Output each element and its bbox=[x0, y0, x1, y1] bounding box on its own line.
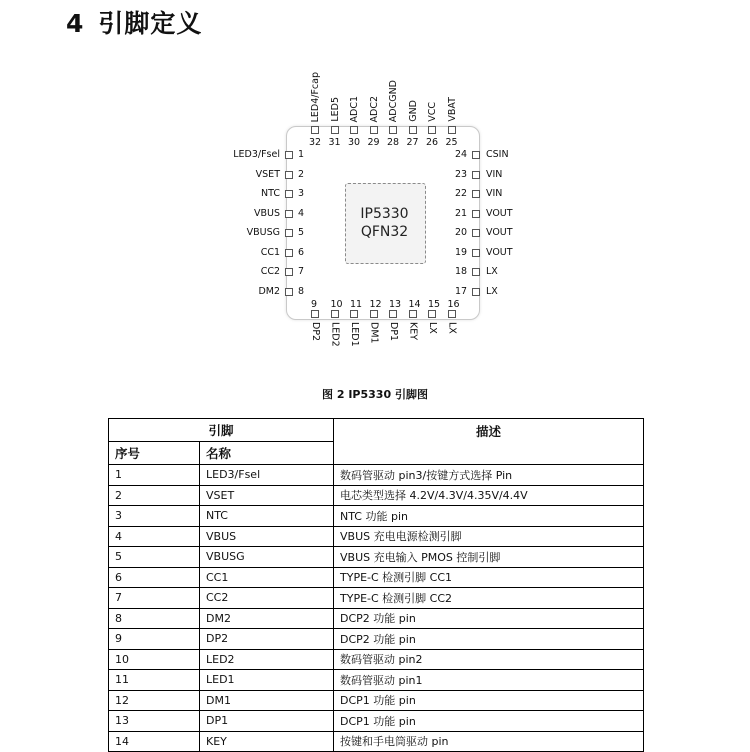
pin-number-cell: 10 bbox=[109, 649, 200, 670]
pin-description-cell: 数码管驱动 pin2 bbox=[334, 649, 644, 670]
pin-top-number: 31 bbox=[328, 137, 341, 148]
table-row bbox=[109, 588, 644, 609]
pin-description-cell: VBUS 充电输入 PMOS 控制引脚 bbox=[334, 547, 644, 568]
pin-name-cell: CC2 bbox=[200, 588, 334, 609]
pin-bottom-number: 14 bbox=[408, 299, 421, 310]
pin-name-cell: LED3/Fsel bbox=[200, 465, 334, 486]
pin-description-cell: 按键和手电筒驱动 pin bbox=[334, 731, 644, 752]
pin-right-number: 19 bbox=[455, 246, 468, 258]
pin-number-cell: 6 bbox=[109, 567, 200, 588]
pin-bottom-number: 9 bbox=[311, 299, 318, 310]
table-row bbox=[109, 506, 644, 527]
pin-description-cell: DCP2 功能 pin bbox=[334, 608, 644, 629]
pin-number-cell: 7 bbox=[109, 588, 200, 609]
figure-caption: 图 2 IP5330 引脚图 bbox=[322, 388, 428, 401]
pin-pad bbox=[409, 126, 417, 134]
pin-top-number: 29 bbox=[367, 137, 380, 148]
pin-left-number: 5 bbox=[298, 227, 305, 238]
section-heading bbox=[66, 4, 202, 40]
pin-top-number: 27 bbox=[406, 137, 419, 148]
pin-pad bbox=[472, 249, 480, 257]
table-row bbox=[109, 711, 644, 732]
table-row bbox=[109, 485, 644, 506]
pin-description-cell: 数码管驱动 pin3/按键方式选择 Pin bbox=[334, 465, 644, 486]
pin-right-name: VOUT bbox=[486, 246, 513, 258]
pin-pad bbox=[428, 310, 436, 318]
table-row bbox=[109, 629, 644, 650]
pin-description-cell: 电芯类型选择 4.2V/4.3V/4.35V/4.4V bbox=[334, 485, 644, 506]
pin-pad bbox=[311, 126, 319, 134]
pin-pad bbox=[428, 126, 436, 134]
pin-left-number: 6 bbox=[298, 246, 305, 258]
table-row bbox=[109, 690, 644, 711]
pin-bottom-name: KEY bbox=[407, 322, 419, 341]
pin-pad bbox=[370, 126, 378, 134]
pin-number-cell: 14 bbox=[109, 731, 200, 752]
table-row bbox=[109, 465, 644, 486]
pin-number-cell: 11 bbox=[109, 670, 200, 691]
section-title: 引脚定义 bbox=[98, 9, 203, 38]
pin-left-number: 2 bbox=[298, 168, 305, 180]
table-row bbox=[109, 526, 644, 547]
pin-left-name: DM2 bbox=[258, 285, 280, 297]
pin-pad bbox=[285, 151, 293, 159]
pin-bottom-name: DP2 bbox=[310, 322, 321, 342]
pin-number-cell: 2 bbox=[109, 485, 200, 506]
pin-right-number: 24 bbox=[455, 149, 468, 160]
pin-top-name: LED4/Fcap bbox=[310, 71, 321, 122]
pin-left-name: CC2 bbox=[260, 266, 280, 277]
pin-right-number: 21 bbox=[455, 207, 468, 219]
pin-number-cell: 4 bbox=[109, 526, 200, 547]
pin-left-name: NTC bbox=[261, 188, 280, 199]
pin-top-name: ADC2 bbox=[368, 95, 380, 122]
pin-right-name: VIN bbox=[486, 188, 503, 199]
pin-bottom-name: LX bbox=[427, 322, 438, 334]
pin-description-cell: TYPE-C 检测引脚 CC2 bbox=[334, 588, 644, 609]
pin-left-number: 8 bbox=[298, 285, 305, 297]
pin-left-name: LED3/Fsel bbox=[233, 149, 280, 160]
pin-bottom-number: 13 bbox=[389, 299, 402, 310]
pin-right-name: CSIN bbox=[486, 149, 509, 160]
pin-pad bbox=[472, 268, 480, 276]
pin-pad bbox=[472, 229, 480, 237]
pin-top-number: 25 bbox=[445, 137, 458, 148]
pin-right-name: LX bbox=[486, 266, 498, 277]
pin-top-name: VBAT bbox=[446, 97, 458, 122]
pin-bottom-number: 15 bbox=[428, 299, 441, 310]
pin-description-cell: DCP1 功能 pin bbox=[334, 711, 644, 732]
table-row bbox=[109, 608, 644, 629]
pin-pad bbox=[331, 310, 339, 318]
pin-description-cell: 数码管驱动 pin1 bbox=[334, 670, 644, 691]
pin-name-cell: DP2 bbox=[200, 629, 334, 650]
pin-top-name: LED5 bbox=[329, 97, 341, 122]
pin-pad bbox=[472, 171, 480, 179]
pin-bottom-number: 11 bbox=[350, 299, 363, 310]
pin-left-number: 3 bbox=[298, 188, 305, 199]
pin-right-number: 22 bbox=[455, 188, 468, 199]
table-row bbox=[109, 731, 644, 752]
pin-pad bbox=[285, 268, 293, 276]
pin-description-cell: VBUS 充电电源检测引脚 bbox=[334, 526, 644, 547]
pin-description-cell: DCP1 功能 pin bbox=[334, 690, 644, 711]
pin-pad bbox=[472, 190, 480, 198]
pin-pad bbox=[389, 310, 397, 318]
pin-name-cell: VBUS bbox=[200, 526, 334, 547]
pin-name-cell: NTC bbox=[200, 506, 334, 527]
pin-left-name: VBUS bbox=[254, 207, 280, 219]
pin-pad bbox=[472, 288, 480, 296]
table-row bbox=[109, 567, 644, 588]
pin-table bbox=[108, 418, 644, 752]
pin-right-number: 18 bbox=[455, 266, 468, 277]
pin-top-number: 28 bbox=[387, 137, 400, 148]
pin-name-cell: VSET bbox=[200, 485, 334, 506]
pin-left-name: VBUSG bbox=[246, 227, 280, 238]
pin-number-cell: 5 bbox=[109, 547, 200, 568]
pin-name-cell: LED2 bbox=[200, 649, 334, 670]
pin-number-cell: 13 bbox=[109, 711, 200, 732]
pin-pad bbox=[472, 210, 480, 218]
pin-left-number: 4 bbox=[298, 207, 305, 219]
pin-bottom-number: 10 bbox=[330, 299, 343, 310]
pin-name-cell: DM2 bbox=[200, 608, 334, 629]
pin-right-number: 20 bbox=[455, 227, 468, 238]
pin-description-cell: NTC 功能 pin bbox=[334, 506, 644, 527]
pin-bottom-number: 16 bbox=[447, 299, 460, 310]
pin-top-name: GND bbox=[407, 100, 419, 122]
pin-number-cell: 1 bbox=[109, 465, 200, 486]
pin-right-number: 23 bbox=[455, 168, 468, 180]
pin-bottom-name: LED2 bbox=[329, 322, 341, 347]
pin-number-cell: 9 bbox=[109, 629, 200, 650]
pin-pad bbox=[350, 126, 358, 134]
pin-description-cell: DCP2 功能 pin bbox=[334, 629, 644, 650]
pin-pad bbox=[285, 190, 293, 198]
pin-name-cell: DP1 bbox=[200, 711, 334, 732]
pin-top-name: ADCGND bbox=[388, 79, 399, 122]
pin-number-cell: 3 bbox=[109, 506, 200, 527]
pin-name-cell: CC1 bbox=[200, 567, 334, 588]
pin-pad bbox=[285, 171, 293, 179]
chip-package: QFN32 bbox=[360, 224, 409, 240]
pin-pad bbox=[285, 288, 293, 296]
header-pin-group: 引脚 bbox=[109, 419, 334, 442]
pin-pad bbox=[448, 310, 456, 318]
pin-left-name: VSET bbox=[255, 168, 280, 180]
table-row bbox=[109, 649, 644, 670]
pin-right-name: VIN bbox=[486, 168, 503, 180]
pin-pad bbox=[370, 310, 378, 318]
header-description: 描述 bbox=[334, 419, 644, 465]
pin-left-name: CC1 bbox=[260, 246, 280, 258]
pin-top-name: ADC1 bbox=[349, 95, 360, 122]
pin-pad bbox=[448, 126, 456, 134]
pin-right-name: VOUT bbox=[486, 207, 513, 219]
pin-name-cell: DM1 bbox=[200, 690, 334, 711]
pin-name-cell: KEY bbox=[200, 731, 334, 752]
pin-bottom-name: DP1 bbox=[388, 322, 399, 342]
pin-top-number: 26 bbox=[426, 137, 439, 148]
pin-bottom-number: 12 bbox=[369, 299, 382, 310]
pin-right-name: VOUT bbox=[486, 227, 513, 238]
pin-right-name: LX bbox=[486, 285, 498, 297]
pin-table-body bbox=[109, 465, 644, 752]
pin-description-cell: TYPE-C 检测引脚 CC1 bbox=[334, 567, 644, 588]
pin-bottom-name: LED1 bbox=[349, 322, 360, 347]
section-number: 4 bbox=[66, 9, 85, 38]
pin-top-name: VCC bbox=[427, 102, 438, 122]
pin-top-number: 32 bbox=[309, 137, 322, 148]
table-row bbox=[109, 670, 644, 691]
pin-left-number: 7 bbox=[298, 266, 305, 277]
pin-pad bbox=[350, 310, 358, 318]
pin-pad bbox=[285, 229, 293, 237]
pin-top-number: 30 bbox=[348, 137, 361, 148]
pin-pad bbox=[311, 310, 319, 318]
pin-pad bbox=[472, 151, 480, 159]
pin-name-cell: VBUSG bbox=[200, 547, 334, 568]
pin-number-cell: 12 bbox=[109, 690, 200, 711]
pin-number-cell: 8 bbox=[109, 608, 200, 629]
pin-pad bbox=[285, 210, 293, 218]
pin-bottom-name: DM1 bbox=[368, 322, 380, 344]
chip-part-number: IP5330 bbox=[360, 206, 409, 222]
pin-pad bbox=[409, 310, 417, 318]
pin-right-number: 17 bbox=[455, 285, 468, 297]
pin-bottom-name: LX bbox=[446, 322, 458, 334]
pin-name-cell: LED1 bbox=[200, 670, 334, 691]
header-number: 序号 bbox=[109, 442, 200, 465]
table-row bbox=[109, 547, 644, 568]
pin-pad bbox=[389, 126, 397, 134]
pin-pad bbox=[331, 126, 339, 134]
pin-left-number: 1 bbox=[298, 149, 305, 160]
header-name: 名称 bbox=[200, 442, 334, 465]
pin-pad bbox=[285, 249, 293, 257]
